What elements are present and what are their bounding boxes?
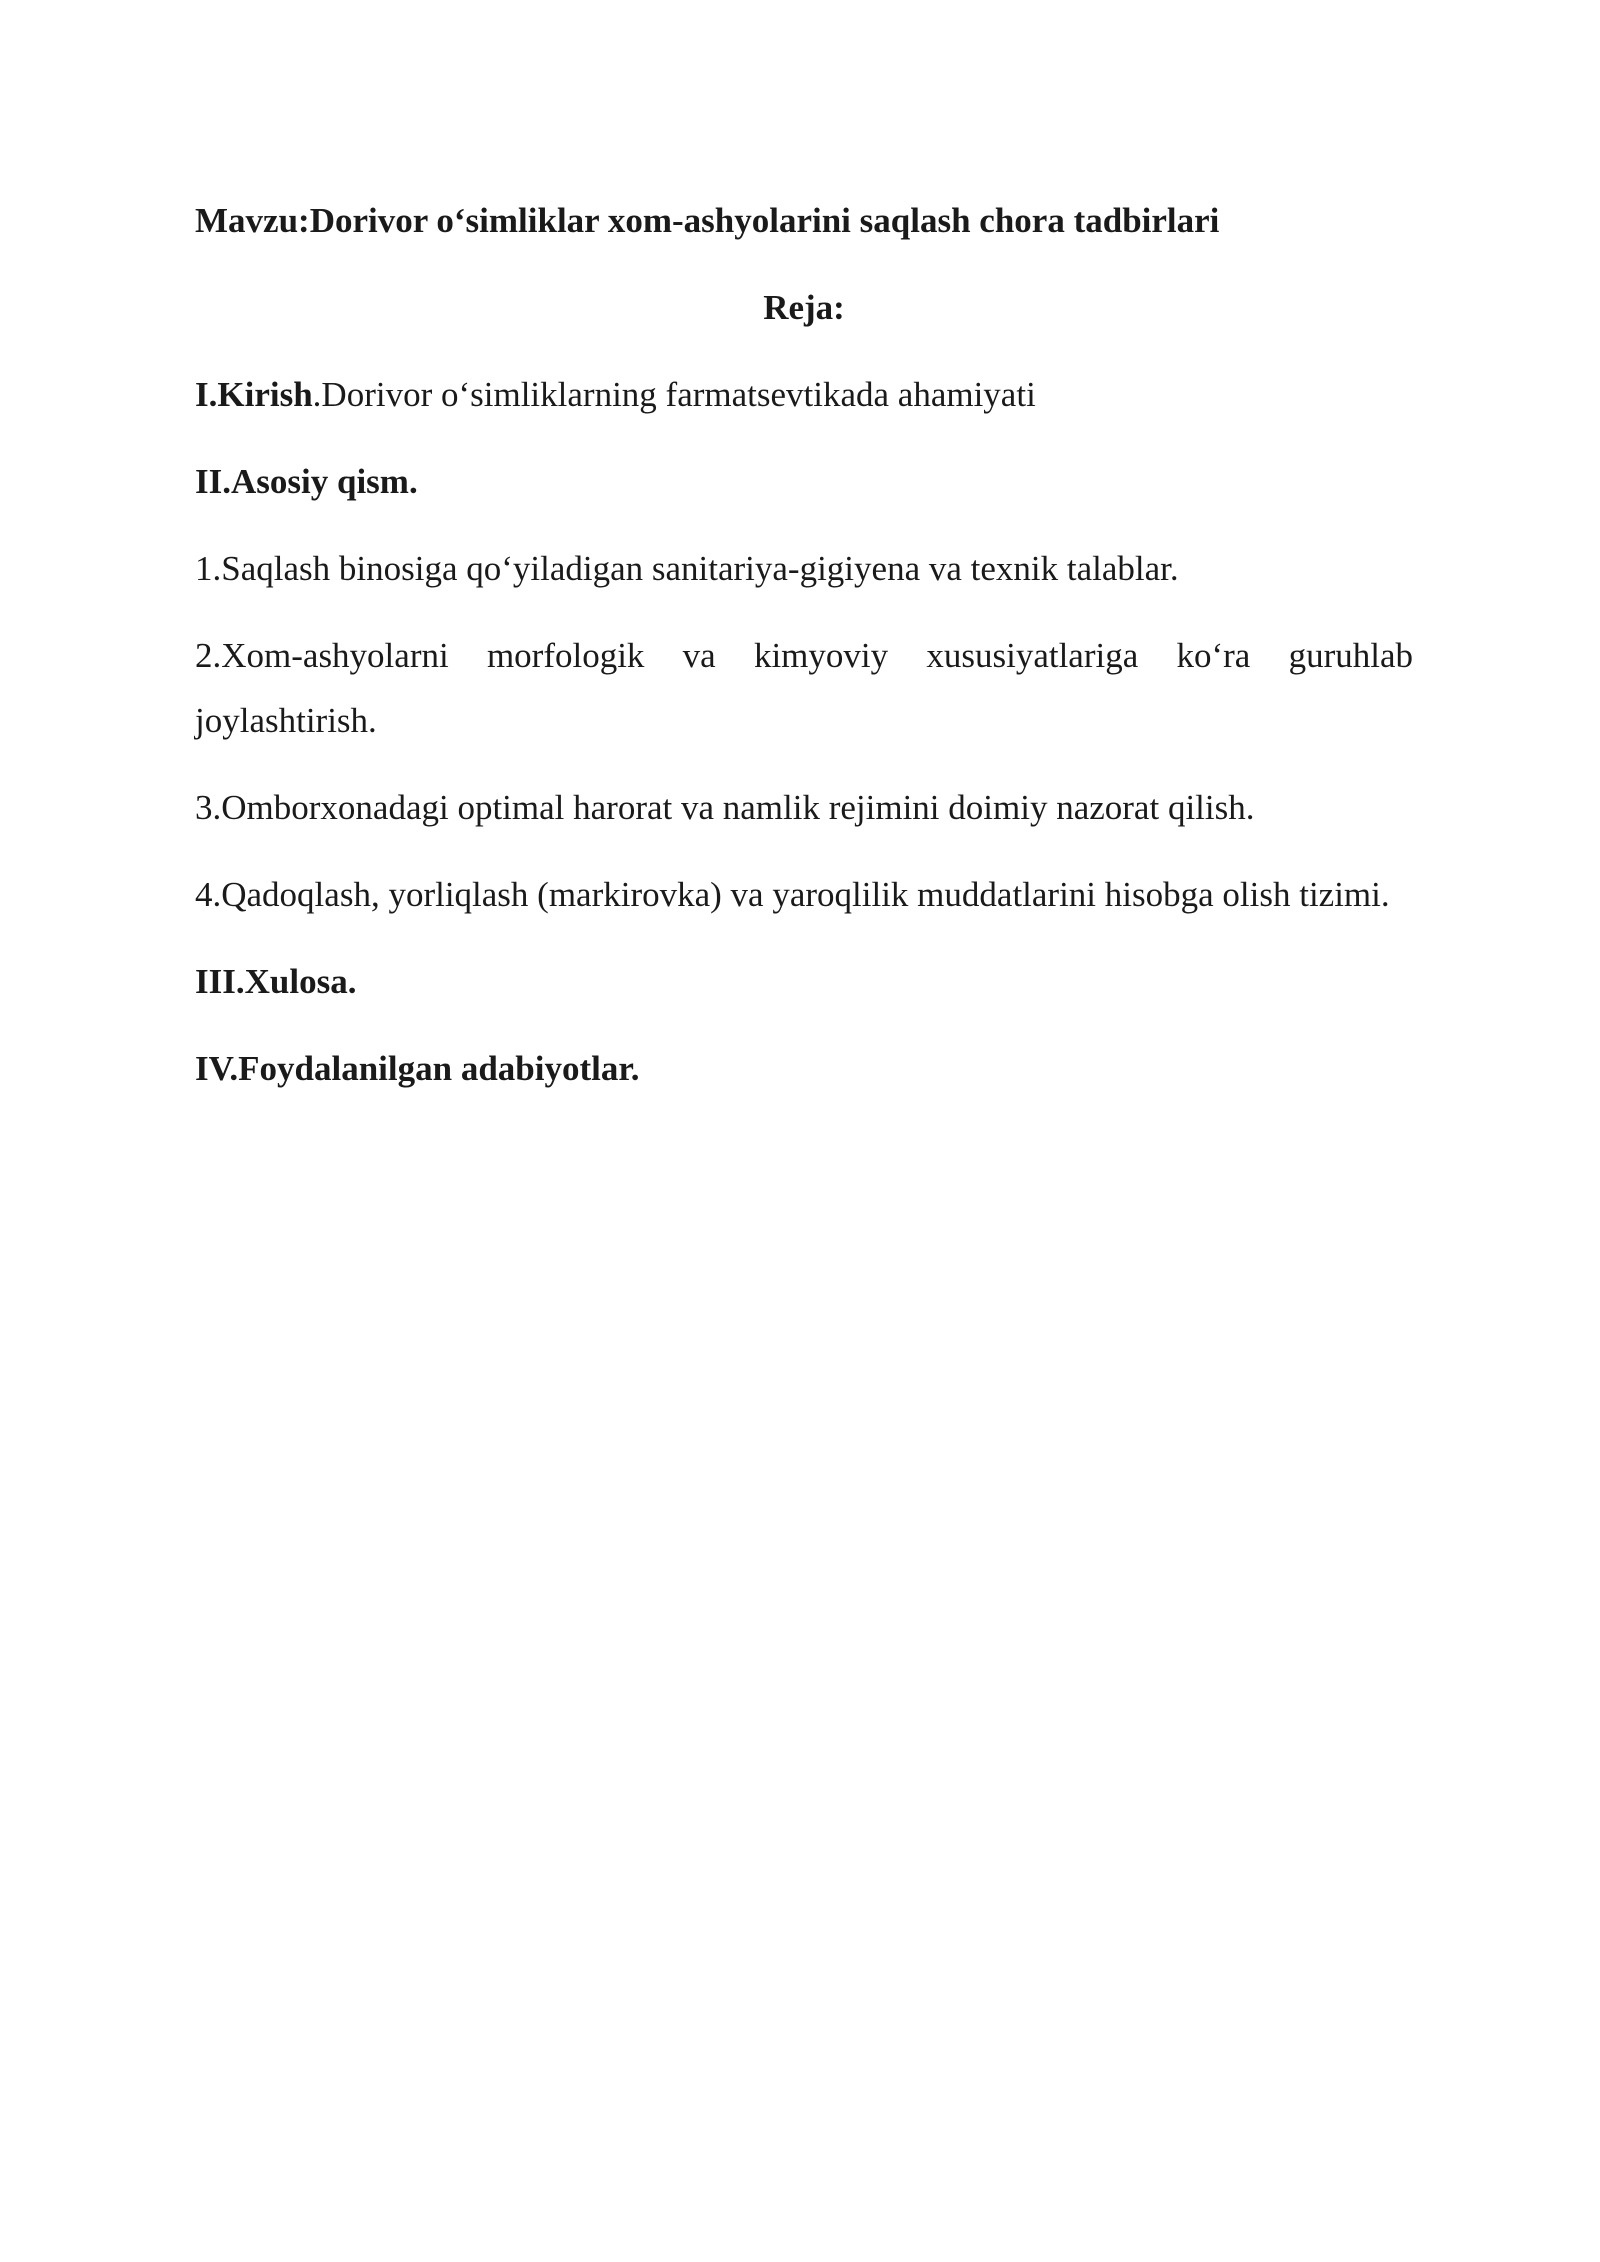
intro-section: [195, 362, 1413, 427]
document-title: Mavzu:Dorivor o‘simliklar xom-ashyolarini saqlash chora tadbirlari: [195, 201, 1220, 240]
plan-item-4: 4.Qadoqlash, yorliqlash (markirovka) va yaroqlilik muddatlarini hisobga olish tizimi.: [195, 875, 1390, 914]
conclusion-heading: III.Xulosa.: [195, 962, 357, 1001]
intro-text: .Dorivor o‘simliklarning farmatsevtikada ahamiyati: [312, 375, 1036, 414]
references-heading: IV.Foydalanilgan adabiyotlar.: [195, 1049, 640, 1088]
plan-item-2: 2.Xom-ashyolarni morfologik va kimyoviy xususiyatlariga ko‘ra guruhlab joylashtirish.: [195, 636, 1413, 740]
plan-item-3: 3.Omborxonadagi optimal harorat va namlik rejimini doimiy nazorat qilish.: [195, 788, 1255, 827]
intro-label: I.Kirish: [195, 375, 313, 414]
plan-heading: Reja:: [763, 288, 845, 327]
plan-item-1: 1.Saqlash binosiga qo‘yiladigan sanitariya-gigiyena va texnik talablar.: [195, 549, 1179, 588]
main-part-heading: II.Asosiy qism.: [195, 462, 418, 501]
document-body: [195, 188, 1413, 1123]
